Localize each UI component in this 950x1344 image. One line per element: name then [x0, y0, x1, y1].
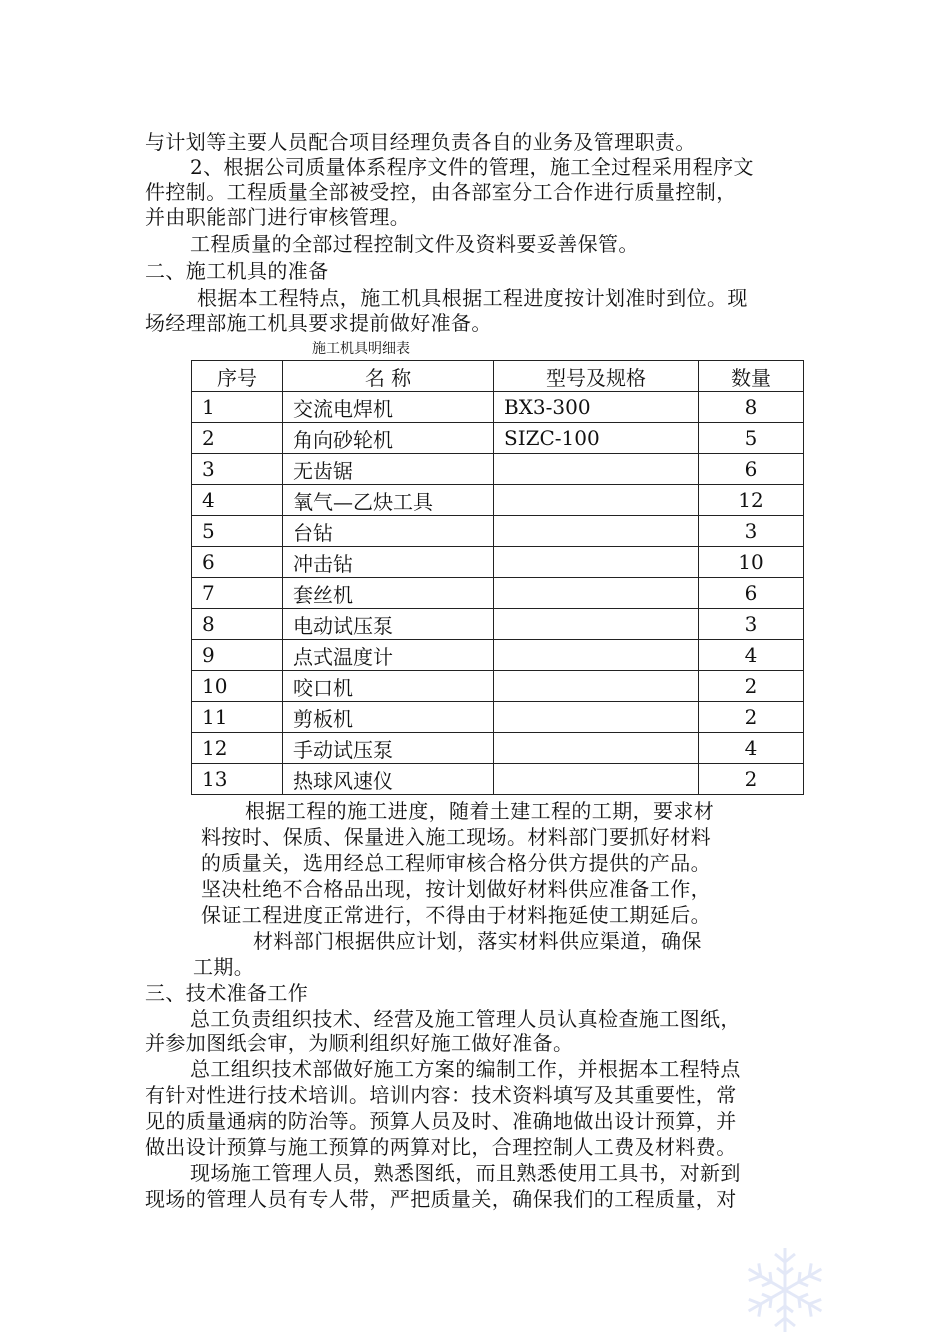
text-line: 现场施工管理人员，熟悉图纸，而且熟悉使用工具书，对新到 — [190, 1161, 741, 1185]
table-row — [192, 454, 804, 485]
table-cell — [494, 609, 699, 640]
table-cell: 11 — [192, 702, 283, 733]
table-cell — [494, 764, 699, 795]
table-cell: 5 — [192, 516, 283, 547]
table-cell: 氧气—乙炔工具 — [283, 485, 494, 516]
text-line: 坚决杜绝不合格品出现，按计划做好材料供应准备工作， — [201, 877, 711, 901]
header-cell: 名 称 — [283, 361, 494, 392]
table-cell: 2 — [699, 671, 804, 702]
table-cell: 8 — [192, 609, 283, 640]
table-cell: 10 — [192, 671, 283, 702]
table-header-row — [192, 361, 804, 392]
table-row — [192, 764, 804, 795]
table-cell: 5 — [699, 423, 804, 454]
table-cell — [494, 578, 699, 609]
table-cell: 咬口机 — [283, 671, 494, 702]
table-cell: 2 — [699, 702, 804, 733]
text-line: 工期。 — [193, 955, 255, 979]
table-cell: 3 — [699, 516, 804, 547]
header-cell: 数量 — [699, 361, 804, 392]
table-cell: 台钻 — [283, 516, 494, 547]
table-row — [192, 485, 804, 516]
table-cell: 6 — [192, 547, 283, 578]
table-cell: 9 — [192, 640, 283, 671]
table-cell — [494, 640, 699, 671]
text-line: 根据本工程特点，施工机具根据工程进度按计划准时到位。现 — [197, 286, 748, 310]
text-line: 工程质量的全部过程控制文件及资料要妥善保管。 — [190, 232, 639, 256]
text-line: 根据工程的施工进度，随着土建工程的工期，要求材 — [245, 799, 715, 823]
table-cell: 电动试压泵 — [283, 609, 494, 640]
table-row — [192, 516, 804, 547]
section-heading: 三、技术准备工作 — [145, 981, 309, 1005]
text-line: 有针对性进行技术培训。培训内容：技术资料填写及其重要性，常 — [145, 1083, 737, 1107]
table-cell: 热球风速仪 — [283, 764, 494, 795]
table-row — [192, 547, 804, 578]
text-line: 的质量关，选用经总工程师审核合格分供方提供的产品。 — [201, 851, 711, 875]
table-cell: 13 — [192, 764, 283, 795]
table-cell: 3 — [192, 454, 283, 485]
text-line: 做出设计预算与施工预算的两算对比，合理控制人工费及材料费。 — [145, 1135, 737, 1159]
table-cell: 4 — [699, 733, 804, 764]
table-cell: 7 — [192, 578, 283, 609]
table-row — [192, 423, 804, 454]
table-cell — [494, 485, 699, 516]
table-cell — [494, 547, 699, 578]
text-line: 材料部门根据供应计划，落实材料供应渠道，确保 — [253, 929, 702, 953]
table-row — [192, 733, 804, 764]
table-cell: 手动试压泵 — [283, 733, 494, 764]
table-cell: 3 — [699, 609, 804, 640]
text-line: 见的质量通病的防治等。预算人员及时、准确地做出设计预算，并 — [145, 1109, 737, 1133]
equipment-table — [191, 360, 804, 795]
table-cell: 角向砂轮机 — [283, 423, 494, 454]
text-line: 并参加图纸会审，为顺利组织好施工做好准备。 — [145, 1031, 574, 1055]
table-cell: 6 — [699, 578, 804, 609]
table-cell: 2 — [192, 423, 283, 454]
table-cell — [494, 702, 699, 733]
table-cell — [494, 671, 699, 702]
table-cell — [494, 733, 699, 764]
table-cell: SIZC-100 — [494, 423, 699, 454]
table-row — [192, 609, 804, 640]
table-cell: 6 — [699, 454, 804, 485]
table-cell: 4 — [192, 485, 283, 516]
text-line: 2、根据公司质量体系程序文件的管理，施工全过程采用程序文 — [190, 155, 754, 179]
text-line: 总工负责组织技术、经营及施工管理人员认真检查施工图纸， — [190, 1007, 741, 1031]
text-line: 总工组织技术部做好施工方案的编制工作，并根据本工程特点 — [190, 1057, 741, 1081]
table-title: 施工机具明细表 — [312, 341, 410, 357]
table-cell: 点式温度计 — [283, 640, 494, 671]
section-heading: 二、施工机具的准备 — [145, 259, 329, 283]
table-row — [192, 578, 804, 609]
text-line: 件控制。工程质量全部被受控，由各部室分工合作进行质量控制， — [145, 180, 737, 204]
text-line: 场经理部施工机具要求提前做好准备。 — [145, 311, 492, 335]
table-cell: 冲击钻 — [283, 547, 494, 578]
table-row — [192, 671, 804, 702]
table-cell: BX3-300 — [494, 392, 699, 423]
table-cell — [494, 516, 699, 547]
table-cell: 4 — [699, 640, 804, 671]
table-cell: 剪板机 — [283, 702, 494, 733]
table-cell: 8 — [699, 392, 804, 423]
text-line: 现场的管理人员有专人带，严把质量关，确保我们的工程质量，对 — [145, 1187, 737, 1211]
table-row — [192, 702, 804, 733]
table-cell: 无齿锯 — [283, 454, 494, 485]
text-line: 并由职能部门进行审核管理。 — [145, 205, 411, 229]
table-cell: 10 — [699, 547, 804, 578]
table-row — [192, 392, 804, 423]
table-cell: 套丝机 — [283, 578, 494, 609]
table-cell: 12 — [192, 733, 283, 764]
table-cell: 12 — [699, 485, 804, 516]
text-line: 保证工程进度正常进行，不得由于材料拖延使工期延后。 — [201, 903, 711, 927]
table-cell: 交流电焊机 — [283, 392, 494, 423]
header-cell: 序号 — [192, 361, 283, 392]
table-row — [192, 640, 804, 671]
snowflake-logo-icon — [735, 1240, 835, 1340]
table-cell: 1 — [192, 392, 283, 423]
table-cell: 2 — [699, 764, 804, 795]
text-line: 料按时、保质、保量进入施工现场。材料部门要抓好材料 — [201, 825, 711, 849]
text-line: 与计划等主要人员配合项目经理负责各自的业务及管理职责。 — [145, 130, 696, 154]
header-cell: 型号及规格 — [494, 361, 699, 392]
table-cell — [494, 454, 699, 485]
